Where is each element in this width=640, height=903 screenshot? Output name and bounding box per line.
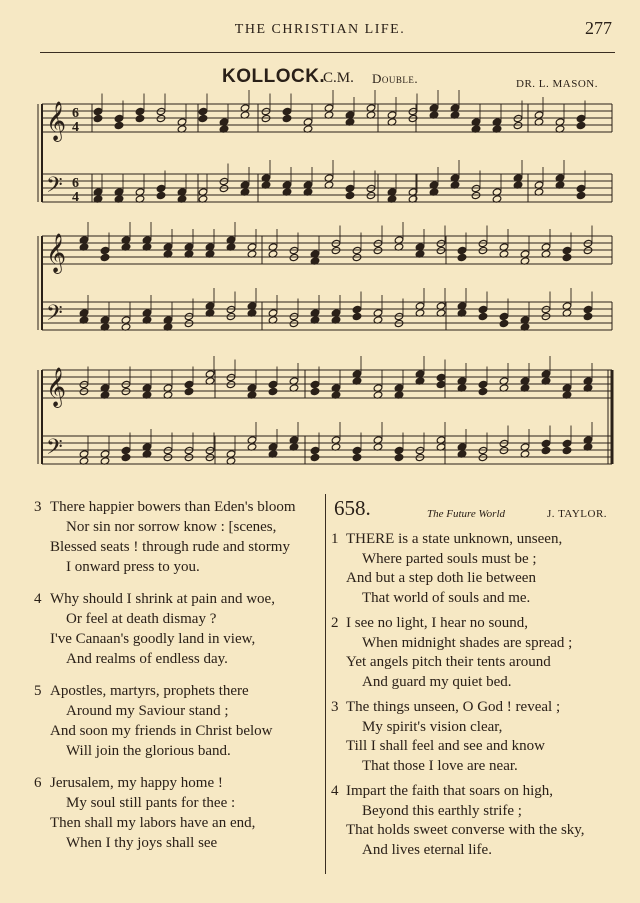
note-head (499, 312, 509, 320)
note-head (184, 319, 194, 327)
note-head (310, 387, 320, 395)
time-signature-top: 6 (72, 106, 79, 121)
stanza-line: Or feel at death dismay ? (66, 611, 217, 627)
stanza-line: Then shall my labors have an end, (50, 815, 256, 831)
stanza-number: 6 (34, 775, 42, 791)
note-head (562, 439, 572, 447)
note-head (541, 305, 551, 313)
stanza-number: 3 (34, 499, 42, 515)
note-head (135, 114, 145, 122)
stanza-line: When midnight shades are spread ; (362, 634, 573, 651)
stanza-line: Why should I shrink at pain and woe, (50, 591, 275, 607)
note-head (156, 184, 166, 192)
treble-clef-icon: 𝄞 (46, 233, 67, 273)
note-head (352, 305, 362, 313)
time-signature-top: 6 (72, 176, 79, 191)
note-head (79, 387, 89, 395)
note-head (163, 446, 173, 454)
stanza-number: 3 (331, 699, 339, 715)
note-head (226, 373, 236, 381)
note-head (478, 312, 488, 320)
note-head (226, 312, 236, 320)
note-head (457, 246, 467, 254)
note-head (394, 319, 404, 327)
stanza-line: That those I love are near. (362, 757, 518, 774)
bass-clef-icon: 𝄢 (46, 173, 63, 203)
stanza-line: Apostles, martyrs, prophets there (50, 683, 249, 699)
note-head (205, 453, 215, 461)
note-head (219, 184, 229, 192)
stanza-number: 2 (331, 615, 339, 631)
note-head (415, 446, 425, 454)
stanza-line: My soul still pants for thee : (66, 795, 236, 811)
stanza-line: And lives eternal life. (362, 841, 492, 858)
note-head (114, 121, 124, 129)
note-head (121, 387, 131, 395)
stanza-line: Where parted souls must be ; (362, 550, 537, 567)
note-head (184, 312, 194, 320)
stanza-line: I see no light, I hear no sound, (346, 615, 529, 631)
stanza-line: Jerusalem, my happy home ! (50, 775, 223, 791)
page-number: 277 (585, 18, 612, 38)
stanza-line: And but a step doth lie between (346, 570, 536, 586)
note-head (345, 191, 355, 199)
stanza-line: Impart the faith that soars on high, (346, 783, 554, 799)
note-head (394, 453, 404, 461)
note-head (373, 246, 383, 254)
note-head (478, 305, 488, 313)
time-signature-bottom: 4 (72, 190, 79, 205)
hymn-author: J. TAYLOR. (547, 508, 608, 520)
note-head (289, 253, 299, 261)
note-head (184, 453, 194, 461)
hymn-number: 658. (334, 496, 371, 520)
column-divider (325, 494, 326, 874)
note-head (93, 107, 103, 115)
treble-clef-icon: 𝄞 (46, 101, 67, 141)
note-head (198, 107, 208, 115)
note-head (457, 253, 467, 261)
note-head (156, 191, 166, 199)
note-head (562, 246, 572, 254)
note-head (478, 387, 488, 395)
note-head (100, 246, 110, 254)
stanza-line: My spirit's vision clear, (362, 718, 503, 735)
stanza-number: 1 (331, 531, 339, 547)
stanza-number: 5 (34, 683, 42, 699)
stanza-line: Around my Saviour stand ; (66, 703, 229, 719)
note-head (352, 446, 362, 454)
stanza-line: I onward press to you. (66, 559, 200, 575)
bass-clef-icon: 𝄢 (46, 435, 63, 465)
note-head (310, 380, 320, 388)
note-head (219, 177, 229, 185)
note-head (576, 114, 586, 122)
note-head (576, 121, 586, 129)
tune-variant: Double. (372, 71, 419, 86)
stanza-line: And soon my friends in Christ below (50, 723, 273, 739)
note-head (583, 246, 593, 254)
note-head (576, 191, 586, 199)
note-head (261, 107, 271, 115)
note-head (471, 191, 481, 199)
note-head (184, 446, 194, 454)
note-head (121, 380, 131, 388)
stanza-line: Till I shall feel and see and know (346, 738, 545, 754)
stanza-line: THERE is a state unknown, unseen, (346, 531, 563, 547)
note-head (541, 312, 551, 320)
note-head (499, 446, 509, 454)
note-head (436, 239, 446, 247)
stanza-line: Beyond this earthly strife ; (362, 802, 522, 819)
tune-meter: C.M. (323, 70, 354, 86)
note-head (562, 446, 572, 454)
note-head (436, 246, 446, 254)
note-head (93, 114, 103, 122)
note-head (331, 239, 341, 247)
note-head (114, 114, 124, 122)
note-head (415, 453, 425, 461)
stanza-line: And realms of endless day. (66, 651, 228, 667)
note-head (583, 305, 593, 313)
time-signature-bottom: 4 (72, 120, 79, 135)
note-head (436, 373, 446, 381)
note-head (352, 253, 362, 261)
note-head (541, 439, 551, 447)
note-head (366, 184, 376, 192)
stanza-line: Blessed seats ! through rude and stormy (50, 539, 290, 555)
note-head (513, 121, 523, 129)
stanza-line: There happier bowers than Eden's bloom (50, 499, 296, 515)
stanza-line: That holds sweet converse with the sky, (346, 822, 585, 838)
note-head (576, 184, 586, 192)
note-head (156, 114, 166, 122)
note-head (499, 439, 509, 447)
note-head (352, 312, 362, 320)
note-head (268, 380, 278, 388)
note-head (268, 387, 278, 395)
note-head (499, 319, 509, 327)
hymn-title: The Future World (427, 508, 506, 520)
note-head (394, 446, 404, 454)
note-head (366, 191, 376, 199)
stanza-line: And guard my quiet bed. (362, 673, 512, 690)
note-head (394, 312, 404, 320)
note-head (135, 107, 145, 115)
note-head (226, 305, 236, 313)
stanza-line: When I thy joys shall see (66, 835, 218, 851)
stanza-number: 4 (34, 591, 42, 607)
note-head (79, 380, 89, 388)
note-head (513, 114, 523, 122)
stanza-line: Nor sin nor sorrow know : [scenes, (66, 519, 277, 535)
note-head (352, 453, 362, 461)
stanza-line: Yet angels pitch their tents around (346, 654, 551, 670)
note-head (478, 453, 488, 461)
note-head (478, 239, 488, 247)
note-head (583, 312, 593, 320)
note-head (226, 380, 236, 388)
note-head (471, 184, 481, 192)
note-head (121, 446, 131, 454)
note-head (478, 246, 488, 254)
note-head (121, 453, 131, 461)
stanza-line: The things unseen, O God ! reveal ; (346, 699, 561, 715)
note-head (163, 453, 173, 461)
note-head (352, 246, 362, 254)
note-head (198, 114, 208, 122)
note-head (100, 253, 110, 261)
note-head (156, 107, 166, 115)
note-head (562, 253, 572, 261)
note-head (289, 246, 299, 254)
note-head (310, 446, 320, 454)
note-head (289, 319, 299, 327)
note-head (184, 387, 194, 395)
note-head (261, 114, 271, 122)
bass-clef-icon: 𝄢 (46, 301, 63, 331)
note-head (478, 380, 488, 388)
note-head (583, 239, 593, 247)
note-head (205, 446, 215, 454)
note-head (345, 184, 355, 192)
note-head (282, 107, 292, 115)
note-head (289, 312, 299, 320)
running-title: THE CHRISTIAN LIFE. (234, 22, 406, 37)
note-head (331, 246, 341, 254)
stanza-number: 4 (331, 783, 339, 799)
note-head (310, 453, 320, 461)
treble-clef-icon: 𝄞 (46, 367, 67, 407)
note-head (373, 239, 383, 247)
stanza-line: That world of souls and me. (362, 589, 531, 606)
tune-name: KOLLOCK. (222, 66, 326, 87)
note-head (184, 380, 194, 388)
note-head (282, 114, 292, 122)
tune-composer: DR. L. MASON. (516, 78, 598, 90)
note-head (436, 380, 446, 388)
note-head (478, 446, 488, 454)
stanza-line: Will join the glorious band. (66, 743, 231, 759)
note-head (541, 446, 551, 454)
stanza-line: I've Canaan's goodly land in view, (50, 631, 256, 647)
